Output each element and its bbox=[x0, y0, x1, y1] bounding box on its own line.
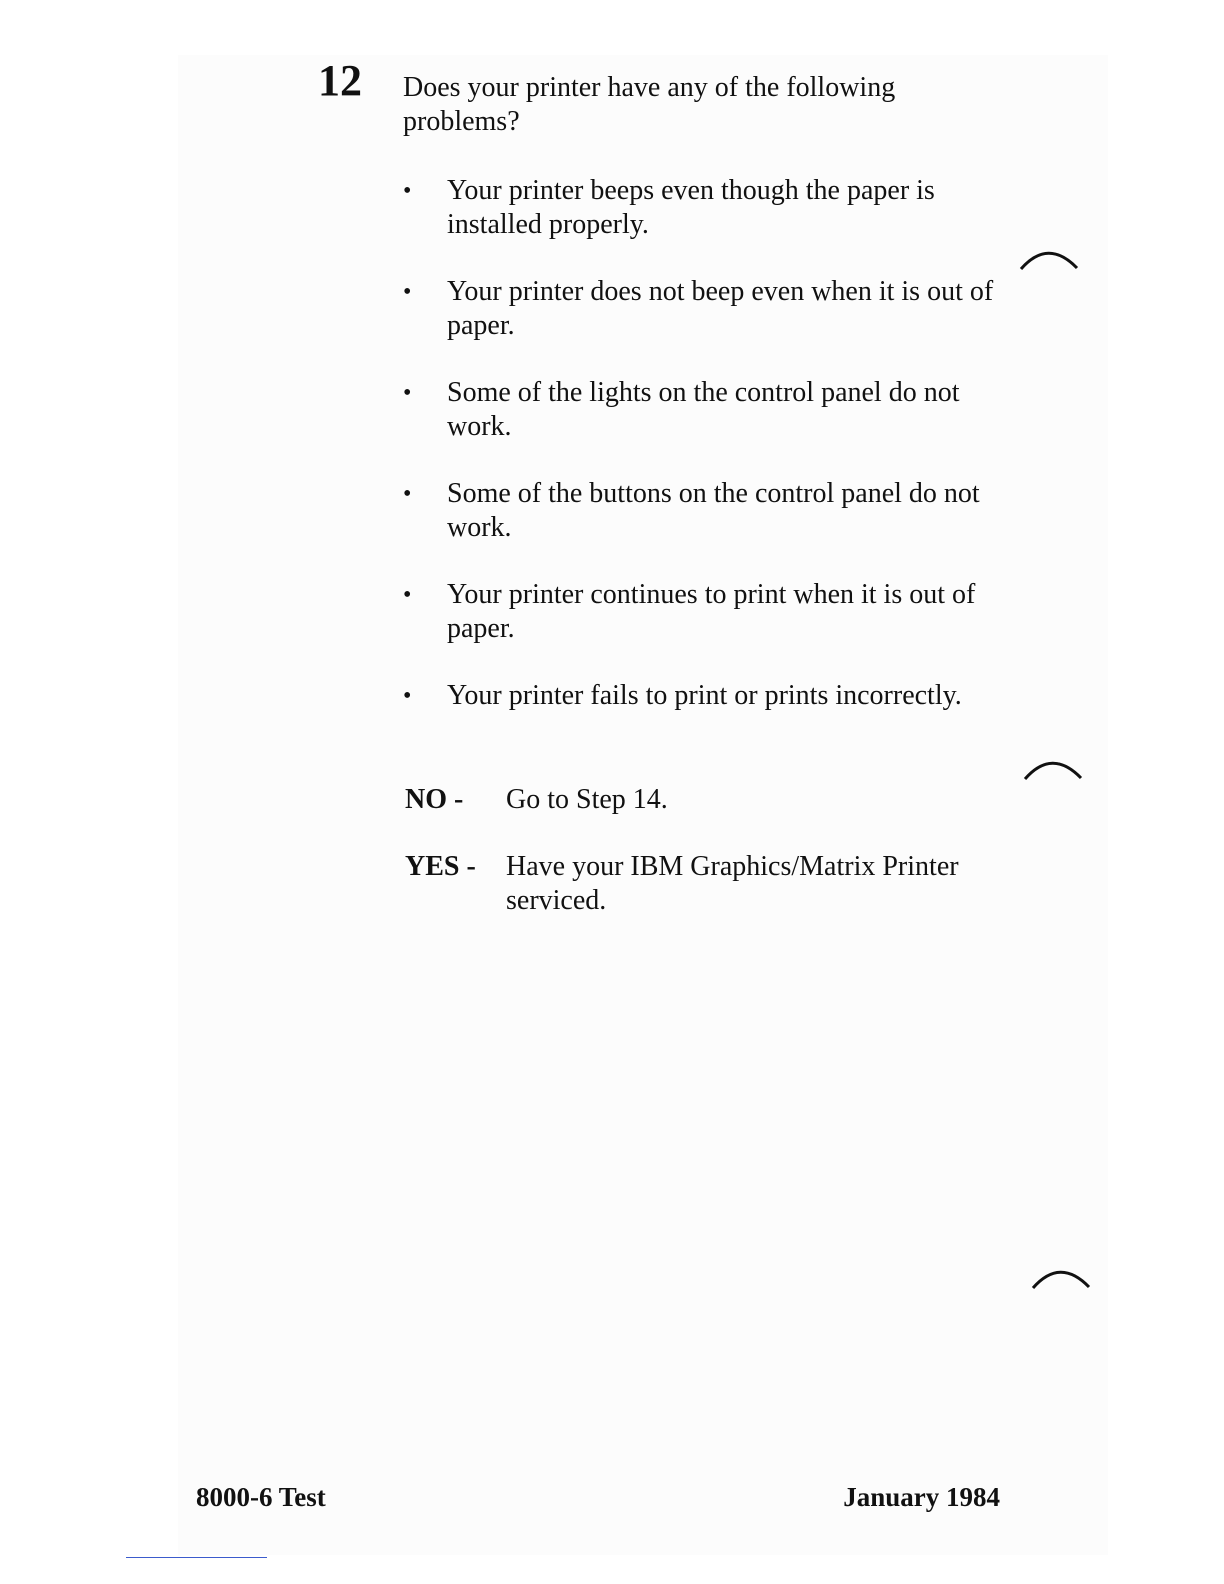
bullet-icon: • bbox=[403, 582, 412, 608]
problem-text: Your printer fails to print or prints incorrectly. bbox=[447, 680, 962, 711]
answer-no bbox=[405, 783, 1015, 817]
list-item bbox=[403, 275, 1013, 343]
list-item bbox=[403, 376, 1013, 444]
binder-ring-arc-icon bbox=[1022, 754, 1084, 782]
answer-no-text: Go to Step 14. bbox=[506, 784, 668, 815]
bullet-icon: • bbox=[403, 481, 412, 507]
answer-yes-label: YES - bbox=[405, 851, 476, 882]
answer-yes-text: Have your IBM Graphics/Matrix Printer serviced. bbox=[506, 851, 959, 916]
list-item bbox=[403, 578, 1013, 646]
list-item bbox=[403, 477, 1013, 545]
problem-text: Your printer continues to print when it is out of paper. bbox=[447, 579, 976, 644]
bullet-icon: • bbox=[403, 380, 412, 406]
step-question: Does your printer have any of the following problems? bbox=[403, 72, 896, 137]
problem-text: Your printer does not beep even when it is out of paper. bbox=[447, 276, 994, 341]
answer-yes bbox=[405, 850, 1015, 918]
problem-text: Some of the buttons on the control panel do not work. bbox=[447, 478, 980, 543]
binder-ring-arc-icon bbox=[1030, 1263, 1092, 1291]
bullet-icon: • bbox=[403, 178, 412, 204]
problem-text: Your printer beeps even though the paper is installed properly. bbox=[447, 175, 935, 240]
footer-date: January 1984 bbox=[843, 1482, 1000, 1512]
list-item bbox=[403, 679, 1013, 713]
answer-no-label: NO - bbox=[405, 784, 464, 815]
step-number: 12 bbox=[318, 56, 362, 105]
problem-text: Some of the lights on the control panel do not work. bbox=[447, 377, 960, 442]
bullet-icon: • bbox=[403, 279, 412, 305]
divider bbox=[126, 1557, 267, 1558]
list-item bbox=[403, 174, 1013, 242]
footer-document-id: 8000-6 Test bbox=[196, 1482, 326, 1512]
bullet-icon: • bbox=[403, 683, 412, 709]
binder-ring-arc-icon bbox=[1018, 244, 1080, 272]
problem-list bbox=[403, 174, 1013, 746]
